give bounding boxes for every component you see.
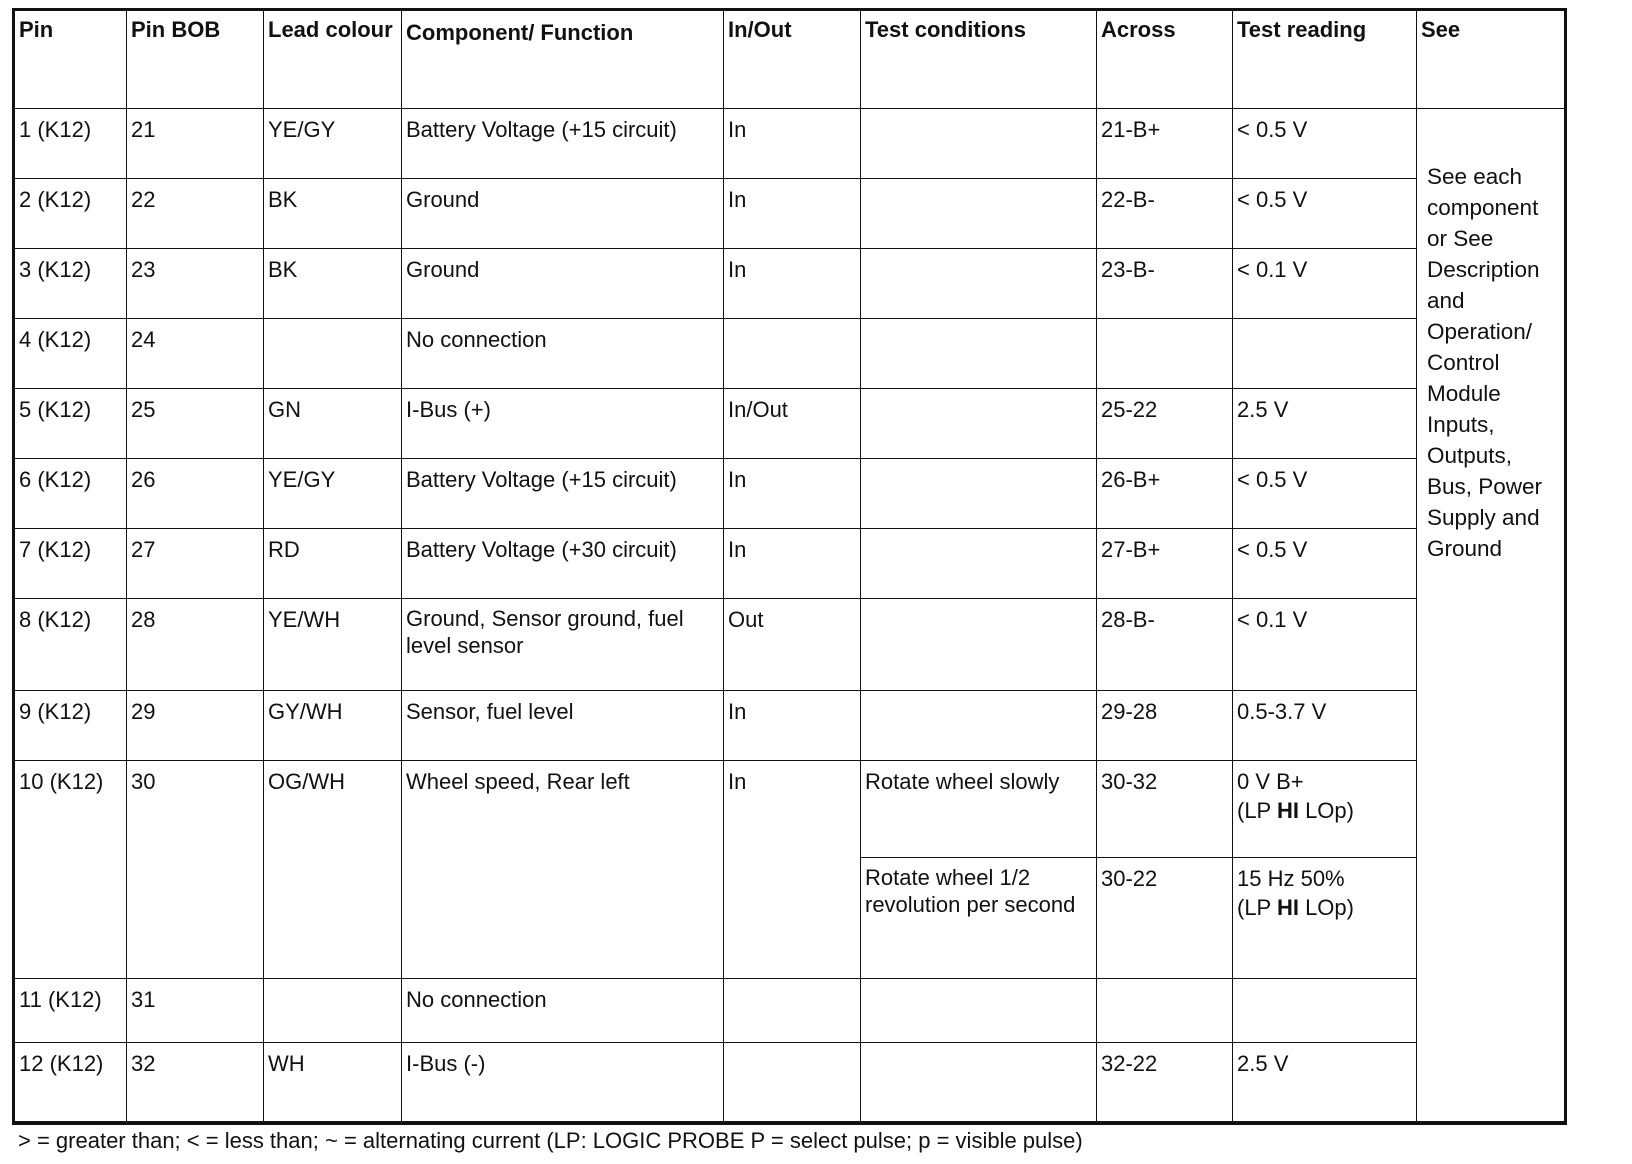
- header-component: Component/ Function: [402, 10, 724, 109]
- see-line: or See: [1427, 226, 1494, 251]
- see-line: Control: [1427, 350, 1500, 375]
- cell-test-reading: [1233, 761, 1417, 858]
- cell-test-reading: < 0.5 V: [1233, 459, 1417, 529]
- cell-test-reading: 0.5-3.7 V: [1233, 691, 1417, 761]
- cell-across: 32-22: [1097, 1043, 1233, 1123]
- header-test-reading: Test reading: [1233, 10, 1417, 109]
- lp-suffix: LOp): [1298, 895, 1354, 920]
- cell-across: 25-22: [1097, 389, 1233, 459]
- cell-in-out: In: [724, 459, 861, 529]
- cell-test-reading: < 0.5 V: [1233, 109, 1417, 179]
- table-row: [14, 691, 1566, 761]
- cell-pin: 5 (K12): [14, 389, 127, 459]
- cell-across: 21-B+: [1097, 109, 1233, 179]
- cell-lead-colour: GY/WH: [264, 691, 402, 761]
- see-line: Operation/: [1427, 319, 1533, 344]
- cell-lead-colour: YE/WH: [264, 599, 402, 691]
- see-line: Outputs,: [1427, 443, 1513, 468]
- cell-pin-bob: 21: [127, 109, 264, 179]
- cell-component: Battery Voltage (+15 circuit): [402, 109, 724, 179]
- cell-across: [1097, 979, 1233, 1043]
- header-lead-colour: Lead colour: [264, 10, 402, 109]
- logic-probe-reading: [1237, 893, 1412, 922]
- cell-test-reading: [1233, 858, 1417, 979]
- cell-lead-colour: YE/GY: [264, 459, 402, 529]
- cell-lead-colour: OG/WH: [264, 761, 402, 979]
- cell-in-out: In: [724, 249, 861, 319]
- cell-pin: 3 (K12): [14, 249, 127, 319]
- lp-hi: HI: [1276, 895, 1299, 920]
- header-test-conditions: Test conditions: [861, 10, 1097, 109]
- cell-pin: 6 (K12): [14, 459, 127, 529]
- cell-test-conditions: [861, 389, 1097, 459]
- cell-test-conditions: [861, 459, 1097, 529]
- cell-test-conditions: Rotate wheel slowly: [861, 761, 1097, 858]
- header-across: Across: [1097, 10, 1233, 109]
- cell-across: 28-B-: [1097, 599, 1233, 691]
- table-row: [14, 599, 1566, 691]
- cell-in-out: Out: [724, 599, 861, 691]
- cell-in-out: [724, 979, 861, 1043]
- cell-component: Sensor, fuel level: [402, 691, 724, 761]
- cell-test-reading: [1233, 319, 1417, 389]
- pinout-table: [12, 8, 1567, 1125]
- cell-pin-bob: 27: [127, 529, 264, 599]
- cell-across: 23-B-: [1097, 249, 1233, 319]
- cell-component: Wheel speed, Rear left: [402, 761, 724, 979]
- reading-value: 0 V B+: [1237, 769, 1304, 794]
- cell-test-conditions: [861, 599, 1097, 691]
- cell-across: 26-B+: [1097, 459, 1233, 529]
- cell-test-conditions: [861, 179, 1097, 249]
- table-row: [14, 529, 1566, 599]
- cell-pin: 11 (K12): [14, 979, 127, 1043]
- header-pin-bob: Pin BOB: [127, 10, 264, 109]
- see-line: component: [1427, 195, 1539, 220]
- cell-component: Ground: [402, 249, 724, 319]
- lp-hi: HI: [1276, 798, 1299, 823]
- see-line: Ground: [1427, 536, 1503, 561]
- cell-test-reading: < 0.5 V: [1233, 179, 1417, 249]
- cell-test-conditions: [861, 979, 1097, 1043]
- cell-pin: 4 (K12): [14, 319, 127, 389]
- logic-probe-reading: [1237, 796, 1412, 825]
- cell-component: Battery Voltage (+30 circuit): [402, 529, 724, 599]
- cell-test-conditions: [861, 1043, 1097, 1123]
- cell-component: Ground, Sensor ground, fuel level sensor: [402, 599, 724, 691]
- cell-test-reading: < 0.1 V: [1233, 249, 1417, 319]
- see-reference: [1417, 109, 1566, 1123]
- cell-lead-colour: BK: [264, 249, 402, 319]
- cell-test-reading: < 0.5 V: [1233, 529, 1417, 599]
- table-row: [14, 459, 1566, 529]
- table-row: [14, 979, 1566, 1043]
- cell-test-conditions: [861, 319, 1097, 389]
- cell-in-out: In: [724, 529, 861, 599]
- table-row: [14, 1043, 1566, 1123]
- lp-prefix: (LP: [1237, 798, 1277, 823]
- cell-pin-bob: 24: [127, 319, 264, 389]
- cell-in-out: In/Out: [724, 389, 861, 459]
- see-line: Description: [1427, 257, 1540, 282]
- cell-component: No connection: [402, 979, 724, 1043]
- cell-test-reading: 2.5 V: [1233, 1043, 1417, 1123]
- cell-across: 22-B-: [1097, 179, 1233, 249]
- cell-test-conditions: [861, 249, 1097, 319]
- cell-component: Ground: [402, 179, 724, 249]
- cell-component: I-Bus (+): [402, 389, 724, 459]
- table-row: [14, 389, 1566, 459]
- reading-value: 15 Hz 50%: [1237, 866, 1345, 891]
- cell-in-out: In: [724, 179, 861, 249]
- cell-test-conditions: [861, 109, 1097, 179]
- cell-component: No connection: [402, 319, 724, 389]
- cell-pin-bob: 25: [127, 389, 264, 459]
- see-line: Supply and: [1427, 505, 1540, 530]
- cell-in-out: In: [724, 109, 861, 179]
- table-row: [14, 179, 1566, 249]
- table-row: [14, 761, 1566, 858]
- cell-pin-bob: 30: [127, 761, 264, 979]
- cell-test-reading: 2.5 V: [1233, 389, 1417, 459]
- cell-test-reading: [1233, 979, 1417, 1043]
- cell-pin-bob: 23: [127, 249, 264, 319]
- cell-test-conditions: Rotate wheel 1/2 revolution per second: [861, 858, 1097, 979]
- cell-lead-colour: BK: [264, 179, 402, 249]
- cell-pin-bob: 26: [127, 459, 264, 529]
- cell-pin: 9 (K12): [14, 691, 127, 761]
- see-line: Bus, Power: [1427, 474, 1543, 499]
- cell-lead-colour: GN: [264, 389, 402, 459]
- cell-lead-colour: YE/GY: [264, 109, 402, 179]
- cell-pin: 10 (K12): [14, 761, 127, 979]
- see-line: See each: [1427, 164, 1523, 189]
- cell-pin: 12 (K12): [14, 1043, 127, 1123]
- see-line: Inputs,: [1427, 412, 1495, 437]
- lp-prefix: (LP: [1237, 895, 1277, 920]
- cell-across: 30-32: [1097, 761, 1233, 858]
- cell-pin: 2 (K12): [14, 179, 127, 249]
- cell-lead-colour: WH: [264, 1043, 402, 1123]
- cell-in-out: [724, 319, 861, 389]
- cell-component: Battery Voltage (+15 circuit): [402, 459, 724, 529]
- cell-pin-bob: 29: [127, 691, 264, 761]
- table-row: [14, 109, 1566, 179]
- cell-test-conditions: [861, 691, 1097, 761]
- cell-lead-colour: RD: [264, 529, 402, 599]
- cell-across: 30-22: [1097, 858, 1233, 979]
- cell-in-out: In: [724, 691, 861, 761]
- header-pin: Pin: [14, 10, 127, 109]
- cell-test-reading: < 0.1 V: [1233, 599, 1417, 691]
- cell-pin-bob: 22: [127, 179, 264, 249]
- cell-test-conditions: [861, 529, 1097, 599]
- cell-component: I-Bus (-): [402, 1043, 724, 1123]
- legend-footnote: > = greater than; < = less than; ~ = alternating current (LP: LOGIC PROBE P = select pulse; p = visible pulse): [18, 1128, 1083, 1153]
- see-line: and: [1427, 288, 1465, 313]
- header-in-out: In/Out: [724, 10, 861, 109]
- table-row: [14, 319, 1566, 389]
- cell-lead-colour: [264, 319, 402, 389]
- cell-across: 29-28: [1097, 691, 1233, 761]
- cell-pin-bob: 31: [127, 979, 264, 1043]
- cell-pin: 7 (K12): [14, 529, 127, 599]
- cell-pin-bob: 32: [127, 1043, 264, 1123]
- cell-in-out: [724, 1043, 861, 1123]
- cell-pin: 8 (K12): [14, 599, 127, 691]
- cell-in-out: In: [724, 761, 861, 979]
- header-see: See: [1417, 10, 1566, 109]
- cell-across: [1097, 319, 1233, 389]
- cell-pin-bob: 28: [127, 599, 264, 691]
- cell-across: 27-B+: [1097, 529, 1233, 599]
- table-header-row: [14, 10, 1566, 109]
- see-line: Module: [1427, 381, 1501, 406]
- table-row: [14, 249, 1566, 319]
- cell-lead-colour: [264, 979, 402, 1043]
- cell-pin: 1 (K12): [14, 109, 127, 179]
- lp-suffix: LOp): [1298, 798, 1354, 823]
